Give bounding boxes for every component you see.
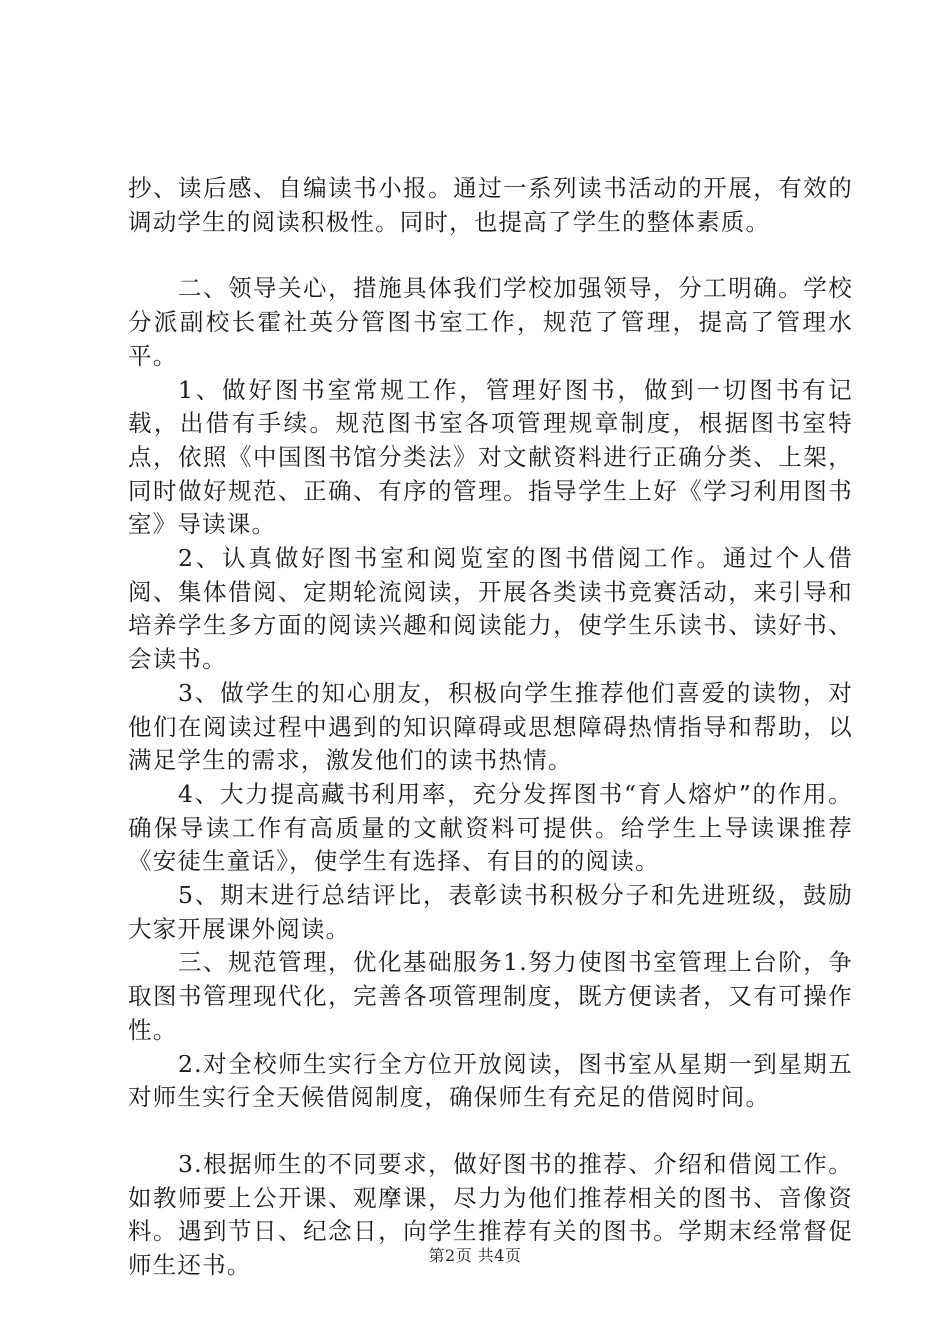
paragraph-recommendation: 3.根据师生的不同要求，做好图书的推荐、介绍和借阅工作。如教师要上公开课、观摩课，尽力为他们推荐相关的图书、音像资料。遇到节日、纪念日，向学生推荐有关的图书。学期末经常督促师生还书。 xyxy=(128,1149,853,1280)
paragraph-item-5: 5、期末进行总结评比，表彰读书积极分子和先进班级，鼓励大家开展课外阅读。 xyxy=(128,881,853,943)
paragraph-item-1: 1、做好图书室常规工作，管理好图书，做到一切图书有记载，出借有手续。规范图书室各项管理规章制度，根据图书室特点，依照《中国图书馆分类法》对文献资料进行正确分类、上架，同时做好规范、正确、有序的管理。指导学生上好《学习利用图书室》导读课。 xyxy=(128,375,853,539)
paragraph-item-2: 2、认真做好图书室和阅览室的图书借阅工作。通过个人借阅、集体借阅、定期轮流阅读，开展各类读书竞赛活动，来引导和培养学生多方面的阅读兴趣和阅读能力，使学生乐读书、读好书、会读书。 xyxy=(128,544,853,674)
paragraph-reading-activities: 抄、读后感、自编读书小报。通过一系列读书活动的开展，有效的调动学生的阅读积极性。同时，也提高了学生的整体素质。 xyxy=(128,174,853,236)
paragraph-item-4: 4、大力提高藏书利用率，充分发挥图书“育人熔炉”的作用。确保导读工作有高质量的文献资料可提供。给学生上导读课推荐《安徒生童话》，使学生有选择、有目的的阅读。 xyxy=(128,779,853,876)
paragraph-open-reading: 2.对全校师生实行全方位开放阅读，图书室从星期一到星期五对师生实行全天候借阅制度，确保师生有充足的借阅时间。 xyxy=(128,1049,853,1112)
paragraph-section-three-heading: 三、规范管理，优化基础服务1.努力使图书室管理上台阶，争取图书管理现代化，完善各项管理制度，既方便读者，又有可操作性。 xyxy=(128,948,853,1044)
paragraph-section-two-heading: 二、领导关心，措施具体我们学校加强领导，分工明确。学校分派副校长霍社英分管图书室工作，规范了管理，提高了管理水平。 xyxy=(128,274,853,370)
page-number-footer: 第2页 共4页 xyxy=(428,1246,522,1265)
document-body xyxy=(128,172,853,1283)
paragraph-item-3: 3、做学生的知心朋友，积极向学生推荐他们喜爱的读物，对他们在阅读过程中遇到的知识障碍或思想障碍热情指导和帮助，以满足学生的需求，激发他们的读书热情。 xyxy=(128,678,853,775)
